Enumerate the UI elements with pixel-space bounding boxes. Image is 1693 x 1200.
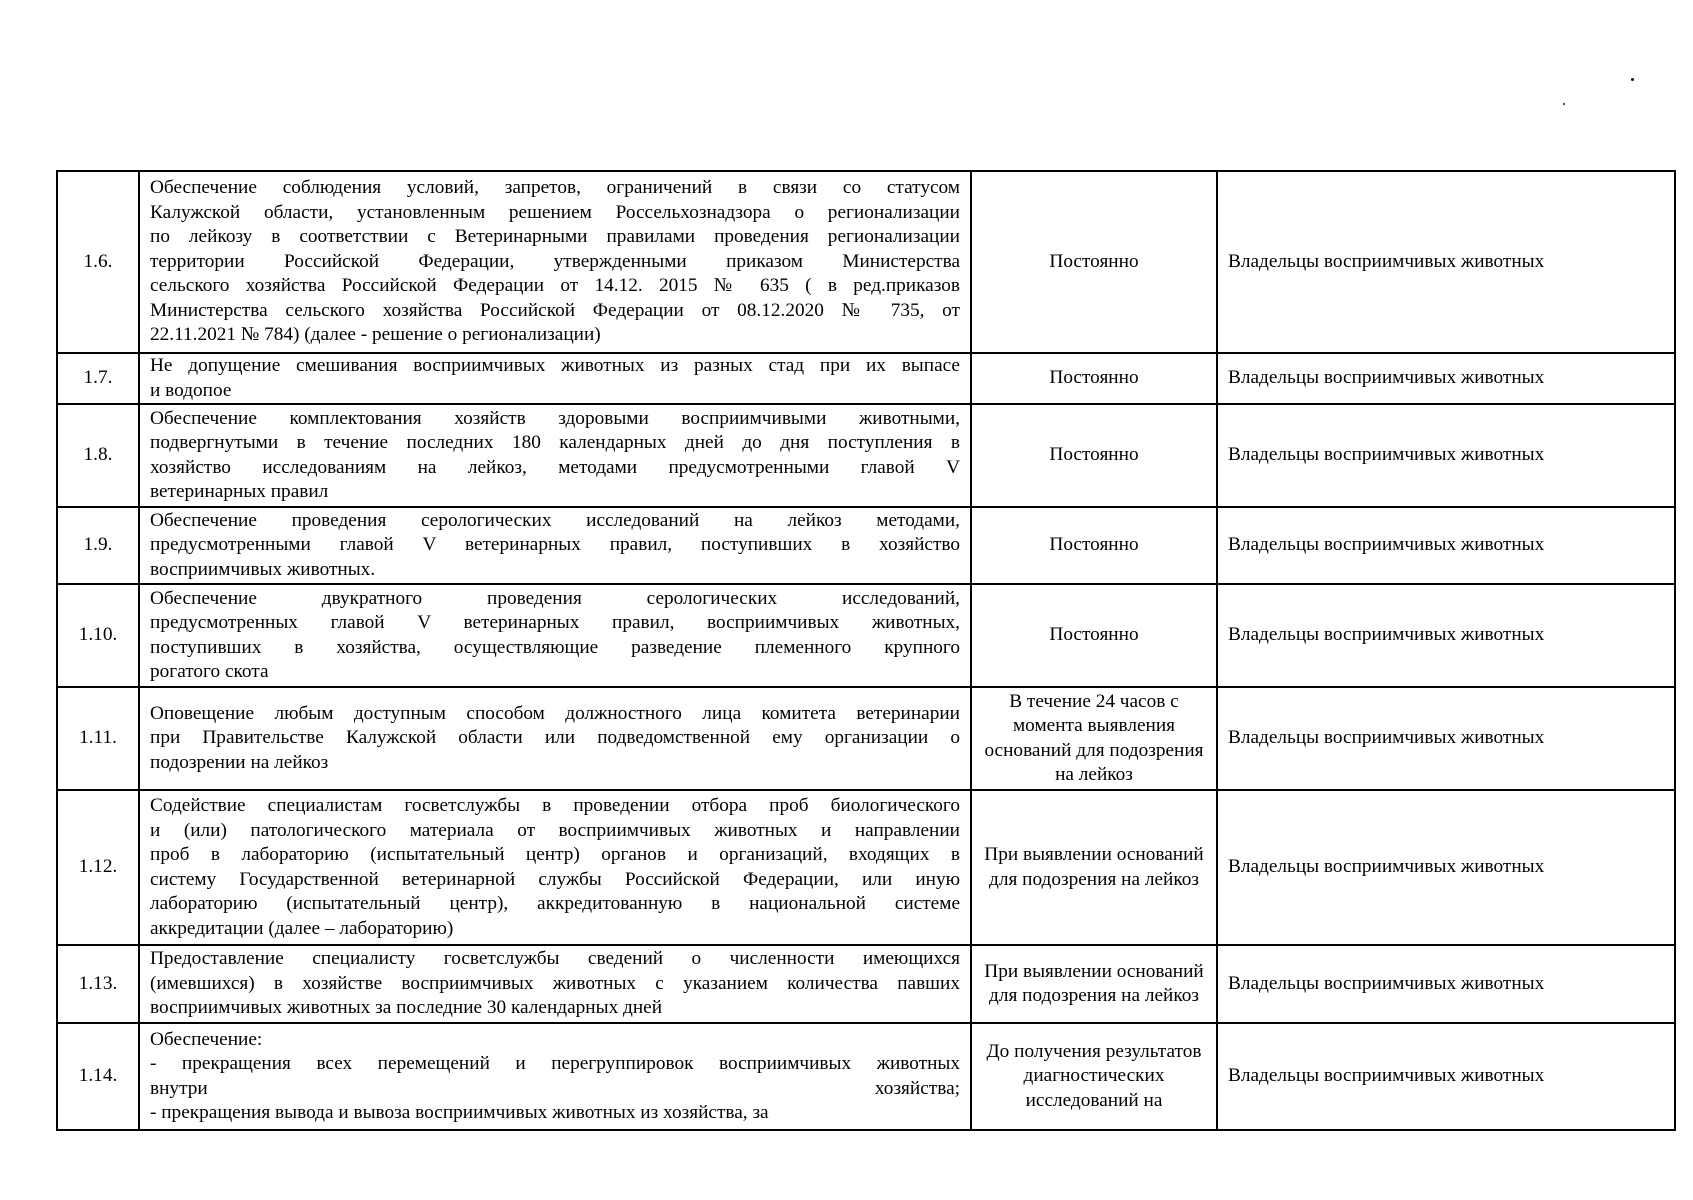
measure-description bbox=[139, 584, 971, 687]
description-line: Обеспечение: bbox=[150, 1028, 263, 1050]
description-line: аккредитации (далее – лабораторию) bbox=[150, 917, 454, 939]
deadline-cell: Постоянно bbox=[971, 507, 1217, 584]
description-line: подвергнутыми в течение последних 180 календарных дней до дня поступления в bbox=[150, 432, 960, 453]
description-line: при Правительстве Калужской области или подведомственной ему организации о bbox=[150, 727, 960, 749]
measure-description bbox=[139, 790, 971, 945]
measure-description bbox=[139, 171, 971, 353]
measures-table-body bbox=[57, 171, 1675, 1130]
measure-description bbox=[139, 353, 971, 404]
description-line: Обеспечение проведения серологических исследований на лейкоз методами, bbox=[150, 509, 960, 531]
responsible-cell: Владельцы восприимчивых животных bbox=[1217, 404, 1675, 507]
table-row bbox=[57, 404, 1675, 507]
description-line: Калужской области, установленным решением Россельхознадзора о регионализации bbox=[150, 201, 960, 223]
table-row bbox=[57, 171, 1675, 353]
description-line: территории Российской Федерации, утвержденными приказом Министерства bbox=[150, 250, 960, 272]
description-line: (имевшихся) в хозяйстве восприимчивых животных с указанием количества павших bbox=[150, 972, 960, 994]
table-row bbox=[57, 584, 1675, 687]
description-line: Содействие специалистам госветслужбы в проведении отбора проб биологического bbox=[150, 795, 960, 816]
description-line: сельского хозяйства Российской Федерации от 14.12. 2015 № 635 ( в ред.приказов bbox=[150, 275, 960, 297]
measure-description bbox=[139, 1023, 971, 1130]
responsible-cell: Владельцы восприимчивых животных bbox=[1217, 945, 1675, 1023]
table-row bbox=[57, 353, 1675, 404]
table-row bbox=[57, 687, 1675, 790]
deadline-cell: В течение 24 часов с момента выявления оснований для подозрения на лейкоз bbox=[971, 687, 1217, 790]
description-line: 22.11.2021 № 784) (далее - решение о регионализации) bbox=[150, 324, 601, 346]
responsible-cell: Владельцы восприимчивых животных bbox=[1217, 353, 1675, 404]
description-line: восприимчивых животных за последние 30 календарных дней bbox=[150, 997, 663, 1019]
description-line: Предоставление специалисту госветслужбы сведений о численности имеющихся bbox=[150, 948, 960, 970]
deadline-cell: До получения результатов диагностических исследований на bbox=[971, 1023, 1217, 1130]
description-line: и водопое bbox=[150, 379, 232, 401]
responsible-cell: Владельцы восприимчивых животных bbox=[1217, 790, 1675, 945]
table-row bbox=[57, 790, 1675, 945]
description-line: проб в лабораторию (испытательный центр) органов и организаций, входящих в bbox=[150, 844, 960, 865]
description-line: по лейкозу в соответствии с Ветеринарными правилами проведения регионализации bbox=[150, 226, 960, 248]
item-number: 1.13. bbox=[57, 945, 139, 1023]
description-line: рогатого скота bbox=[150, 661, 269, 682]
scan-speck bbox=[1631, 78, 1634, 81]
scan-speck bbox=[1563, 103, 1565, 105]
deadline-cell: При выявлении оснований для подозрения на лейкоз bbox=[971, 790, 1217, 945]
description-line: подозрении на лейкоз bbox=[150, 751, 329, 773]
description-line: внутри хозяйства; bbox=[150, 1077, 960, 1099]
description-line: Оповещение любым доступным способом должностного лица комитета ветеринарии bbox=[150, 702, 960, 724]
responsible-cell: Владельцы восприимчивых животных bbox=[1217, 171, 1675, 353]
item-number: 1.8. bbox=[57, 404, 139, 507]
description-line: Министерства сельского хозяйства Российской Федерации от 08.12.2020 № 735, от bbox=[150, 299, 960, 321]
description-line: Не допущение смешивания восприимчивых животных из разных стад при их выпасе bbox=[150, 355, 960, 376]
description-line: Обеспечение соблюдения условий, запретов, ограничений в связи со статусом bbox=[150, 177, 960, 199]
description-line: Обеспечение двукратного проведения серологических исследований, bbox=[150, 587, 960, 609]
responsible-cell: Владельцы восприимчивых животных bbox=[1217, 1023, 1675, 1130]
measure-description bbox=[139, 945, 971, 1023]
item-number: 1.6. bbox=[57, 171, 139, 353]
description-line: Обеспечение комплектования хозяйств здоровыми восприимчивыми животными, bbox=[150, 407, 960, 429]
description-line: поступивших в хозяйства, осуществляющие разведение племенного крупного bbox=[150, 636, 960, 658]
deadline-cell: Постоянно bbox=[971, 584, 1217, 687]
item-number: 1.9. bbox=[57, 507, 139, 584]
item-number: 1.11. bbox=[57, 687, 139, 790]
table-row bbox=[57, 1023, 1675, 1130]
table-row bbox=[57, 507, 1675, 584]
description-line: предусмотренными главой V ветеринарных правил, поступивших в хозяйство bbox=[150, 534, 960, 556]
deadline-cell: Постоянно bbox=[971, 353, 1217, 404]
description-line: хозяйство исследованиям на лейкоз, методами предусмотренными главой V bbox=[150, 456, 960, 478]
description-line: - прекращения вывода и вывоза восприимчивых животных из хозяйства, за bbox=[150, 1102, 769, 1123]
item-number: 1.10. bbox=[57, 584, 139, 687]
description-line: систему Государственной ветеринарной службы Российской Федерации, или иную bbox=[150, 868, 960, 890]
measures-table bbox=[56, 170, 1676, 1131]
item-number: 1.12. bbox=[57, 790, 139, 945]
measure-description bbox=[139, 687, 971, 790]
deadline-cell: Постоянно bbox=[971, 404, 1217, 507]
description-line: предусмотренных главой V ветеринарных правил, восприимчивых животных, bbox=[150, 612, 960, 633]
deadline-cell: При выявлении оснований для подозрения на лейкоз bbox=[971, 945, 1217, 1023]
description-line: лабораторию (испытательный центр), аккредитованную в национальной системе bbox=[150, 893, 960, 914]
table-row bbox=[57, 945, 1675, 1023]
measure-description bbox=[139, 507, 971, 584]
responsible-cell: Владельцы восприимчивых животных bbox=[1217, 584, 1675, 687]
description-line: восприимчивых животных. bbox=[150, 558, 376, 580]
deadline-cell: Постоянно bbox=[971, 171, 1217, 353]
responsible-cell: Владельцы восприимчивых животных bbox=[1217, 687, 1675, 790]
description-line: ветеринарных правил bbox=[150, 481, 329, 502]
description-line: - прекращения всех перемещений и перегруппировок восприимчивых животных bbox=[150, 1053, 960, 1074]
measure-description bbox=[139, 404, 971, 507]
item-number: 1.14. bbox=[57, 1023, 139, 1130]
responsible-cell: Владельцы восприимчивых животных bbox=[1217, 507, 1675, 584]
item-number: 1.7. bbox=[57, 353, 139, 404]
description-line: и (или) патологического материала от восприимчивых животных и направлении bbox=[150, 819, 960, 841]
